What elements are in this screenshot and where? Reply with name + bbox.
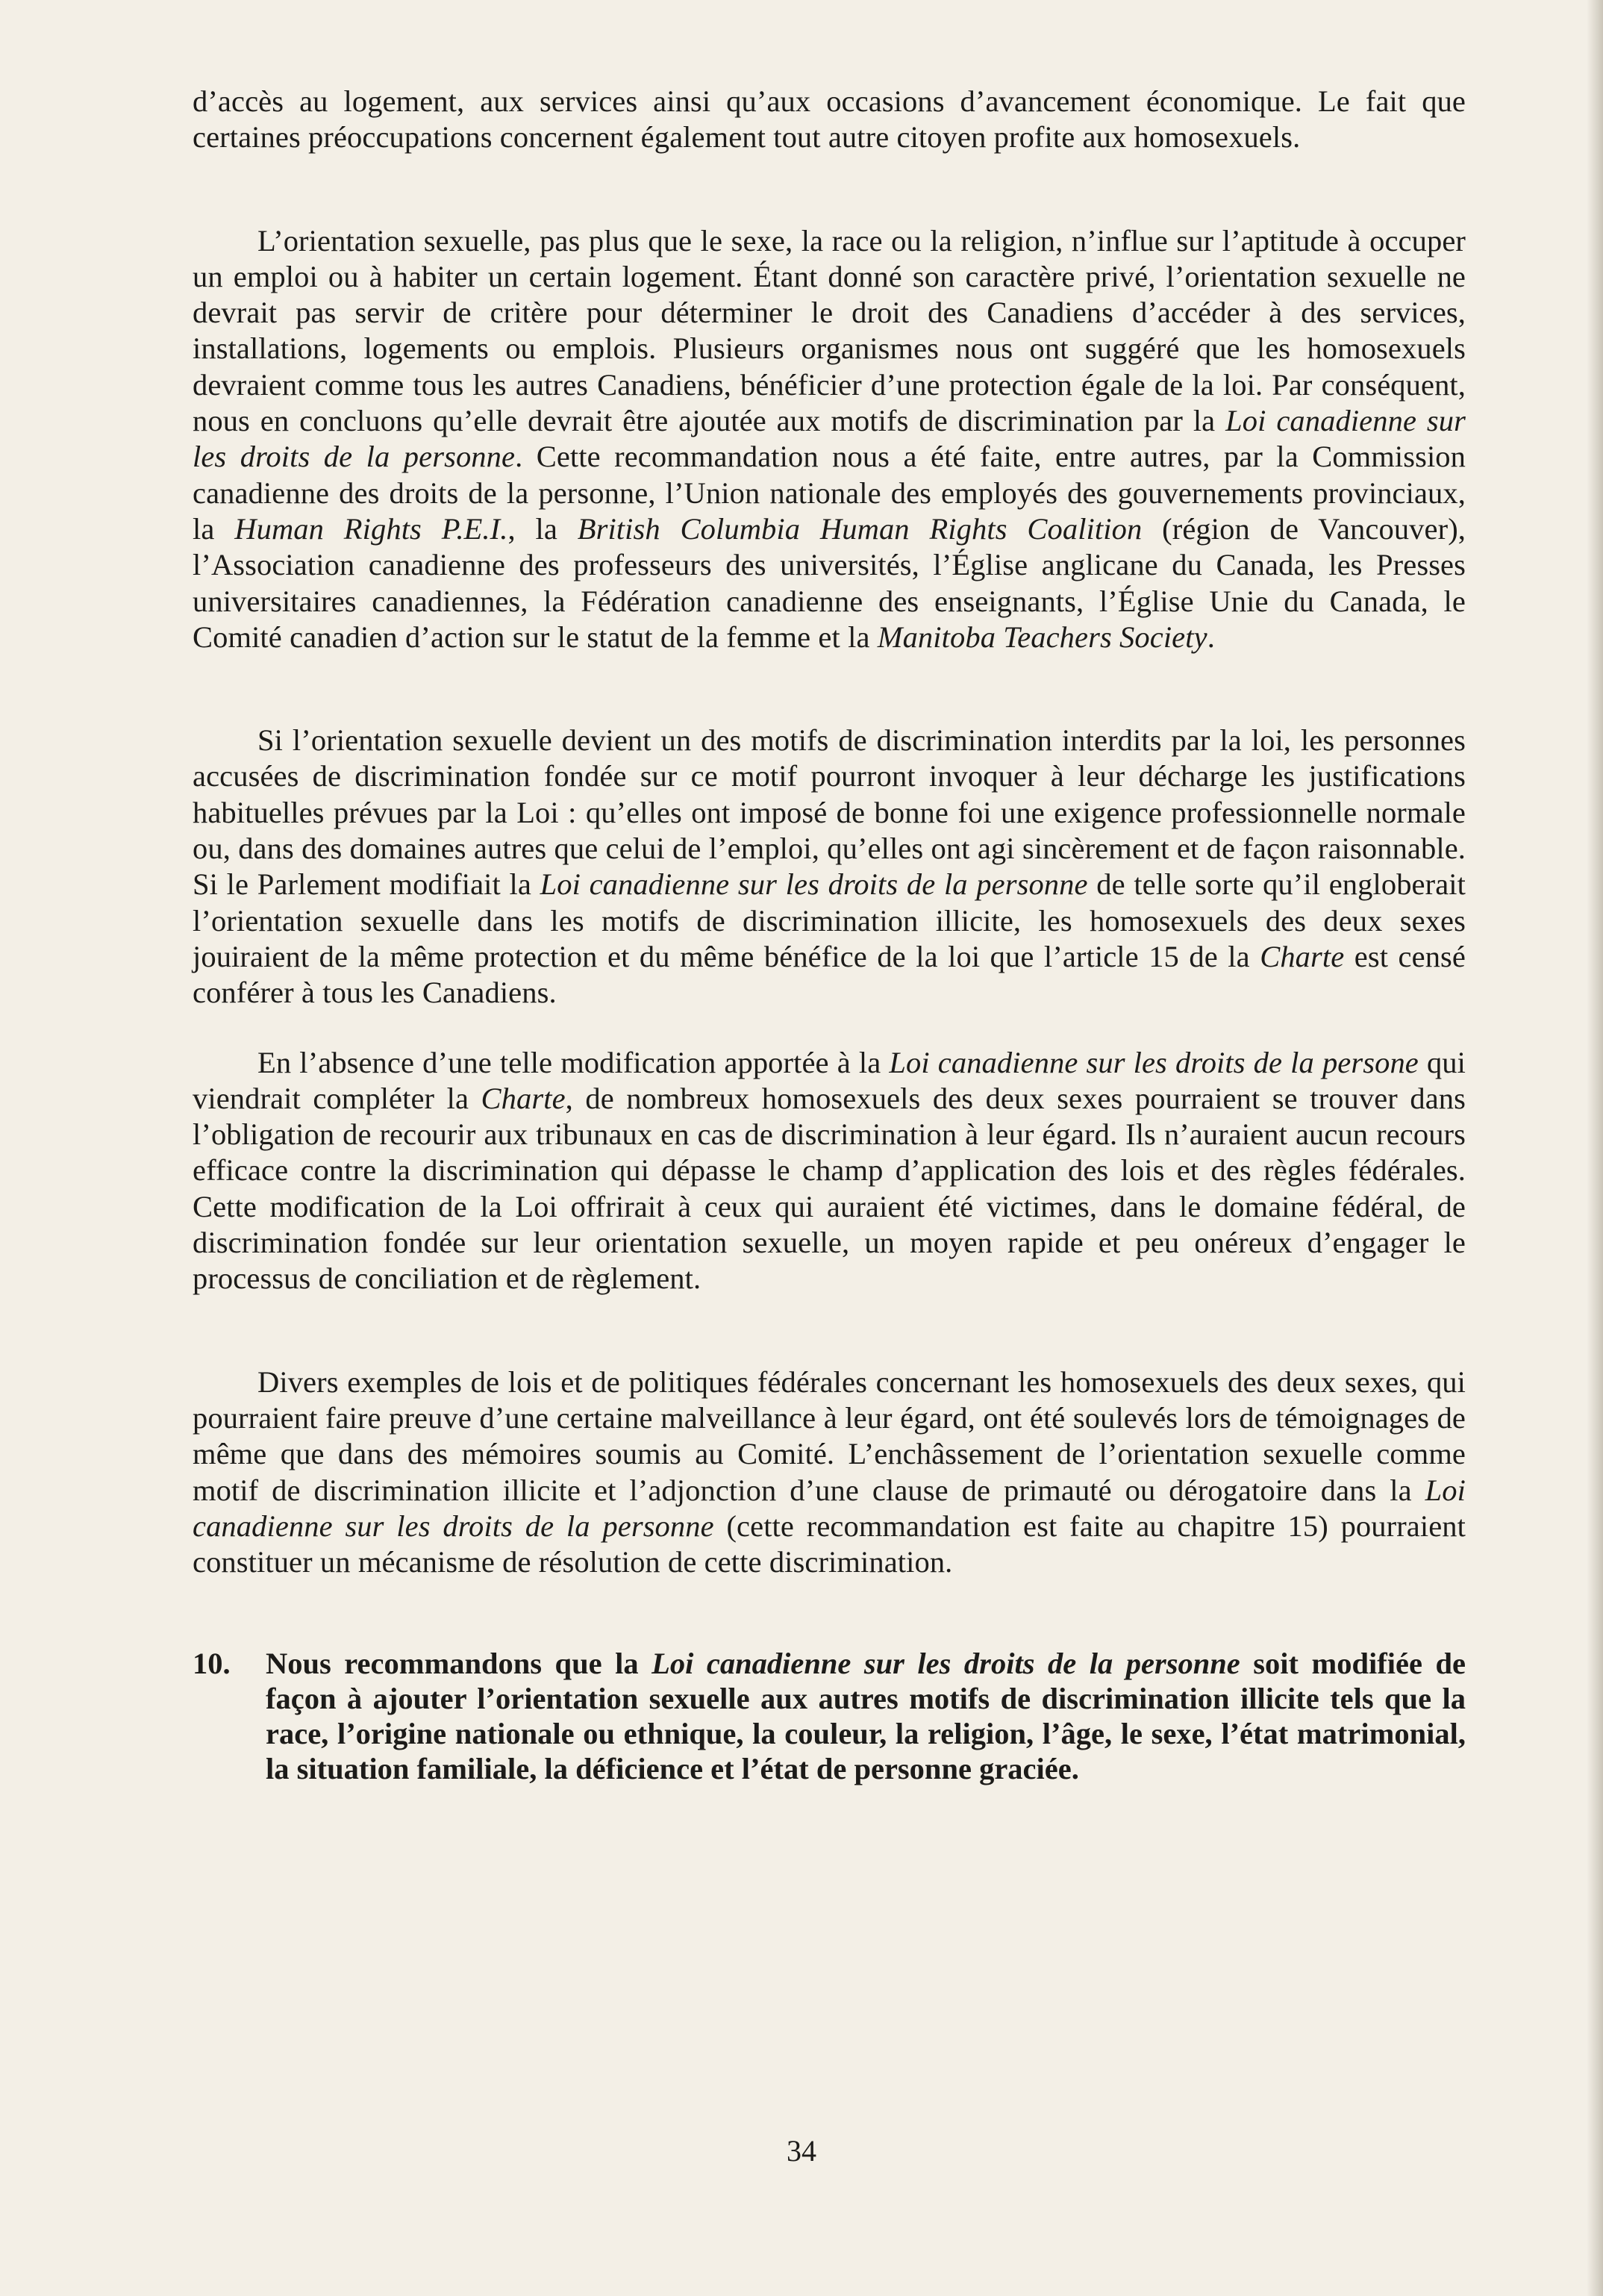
recommendation-number: 10. bbox=[193, 1647, 231, 1681]
paragraph-1: d’accès au logement, aux services ainsi qu’aux occasions d’avancement économique. Le fait que certaines préoccupations concernent également tout autre citoyen profite aux homosexuels. bbox=[193, 84, 1466, 155]
paragraph-4: En l’absence d’une telle modification apportée à la Loi canadienne sur les droits de la persone qui viendrait compléter la Charte, de nombreux homosexuels des deux sexes pourraient se trouver dans l’obligation de recourir aux tribunaux en cas de discrimination à leur égard. Ils n’auraient aucun recours efficace contre la discrimination qui dépasse le champ d’application des lois et des règles fédérales. Cette modification de la Loi offrirait à ceux qui auraient été victimes, dans le domaine fédéral, de discrimination fondée sur leur orientation sexuelle, un moyen rapide et peu onéreux d’engager le processus de conciliation et de règlement. bbox=[193, 1045, 1466, 1296]
body-text bbox=[193, 84, 1466, 1786]
paragraph-2: L’orientation sexuelle, pas plus que le sexe, la race ou la religion, n’influe sur l’aptitude à occuper un emploi ou à habiter un certain logement. Étant donné son caractère privé, l’orientation sexuelle ne devrait pas servir de critère pour déterminer le droit des Canadiens d’accéder à des services, installations, logements ou emplois. Plusieurs organismes nous ont suggéré que les homosexuels devraient comme tous les autres Canadiens, bénéficier d’une protection égale de la loi. Par conséquent, nous en concluons qu’elle devrait être ajoutée aux motifs de discrimination par la Loi canadienne sur les droits de la personne. Cette recommandation nous a été faite, entre autres, par la Commission canadienne des droits de la personne, l’Union nationale des employés des gouvernements provinciaux, la Human Rights P.E.I., la British Columbia Human Rights Coalition (région de Vancouver), l’Association canadienne des professeurs des universités, l’Église anglicane du Canada, les Presses universitaires canadiennes, la Fédération canadienne des enseignants, l’Église Unie du Canada, le Comité canadien d’action sur le statut de la femme et la Manitoba Teachers Society. bbox=[193, 223, 1466, 654]
recommendation-text: Nous recommandons que la Loi canadienne sur les droits de la personne soit modifiée de façon à ajouter l’orientation sexuelle aux autres motifs de discrimination illicite tels que la race, l’origine nationale ou ethnique, la couleur, la religion, l’âge, le sexe, l’état matrimonial, la situation familiale, la déficience et l’état de personne graciée. bbox=[266, 1647, 1466, 1786]
paragraph-3: Si l’orientation sexuelle devient un des motifs de discrimination interdits par la loi, les personnes accusées de discrimination fondée sur ce motif pourront invoquer à leur décharge les justifications habituelles prévues par la Loi : qu’elles ont imposé de bonne foi une exigence professionnelle normale ou, dans des domaines autres que celui de l’emploi, qu’elles ont agi sincèrement et de façon raisonnable. Si le Parlement modifiait la Loi canadienne sur les droits de la personne de telle sorte qu’il engloberait l’orientation sexuelle dans les motifs de discrimination illicite, les homosexuels des deux sexes jouiraient de la même protection et du même bénéfice de la loi que l’article 15 de la Charte est censé conférer à tous les Canadiens. bbox=[193, 723, 1466, 1010]
paragraph-5: Divers exemples de lois et de politiques fédérales concernant les homosexuels des deux sexes, qui pourraient faire preuve d’une certaine malveillance à leur égard, ont été soulevés lors de témoignages de même que dans des mémoires soumis au Comité. L’enchâssement de l’orientation sexuelle comme motif de discrimination illicite et l’adjonction d’une clause de primauté ou dérogatoire dans la Loi canadienne sur les droits de la personne (cette recommandation est faite au chapitre 15) pourraient constituer un mécanisme de résolution de cette discrimination. bbox=[193, 1364, 1466, 1579]
recommendation-10 bbox=[193, 1646, 1466, 1786]
page-number: 34 bbox=[787, 2134, 816, 2168]
page-edge-shadow bbox=[1587, 0, 1603, 2296]
